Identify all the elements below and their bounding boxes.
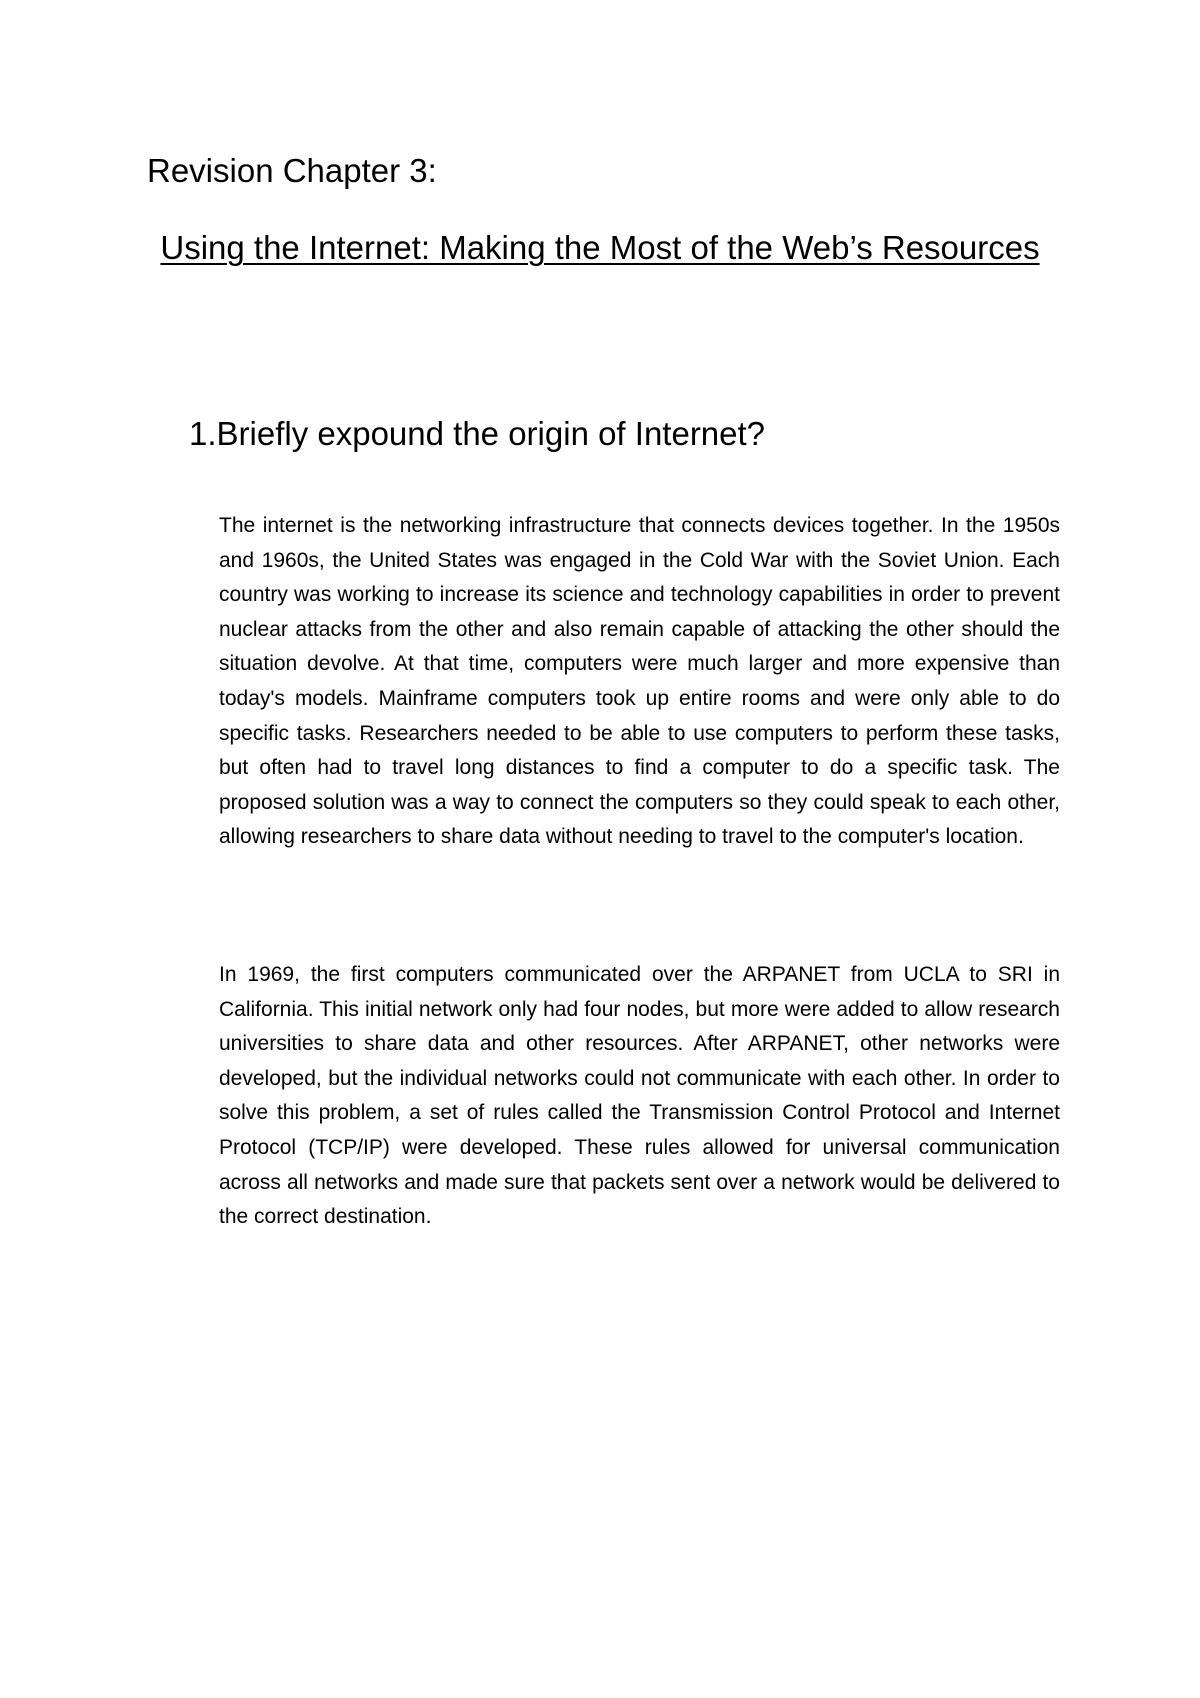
answer-paragraph-1: The internet is the networking infrastructure that connects devices together. In the 1950s and 1960s, the United States was engaged in the Cold War with the Soviet Union. Each country was working to increase its science and technology capabilities in order to prevent nuclear attacks from the other and also remain capable of attacking the other should the situation devolve. At that time, computers were much larger and more expensive than today's models. Mainframe computers took up entire rooms and were only able to do specific tasks. Researchers needed to be able to use computers to perform these tasks, but often had to travel long distances to find a computer to do a specific task. The proposed solution was a way to connect the computers so they could speak to each other, allowing researchers to share data without needing to travel to the computer's location.: [219, 514, 1060, 849]
answer-paragraph-2: In 1969, the first computers communicated over the ARPANET from UCLA to SRI in California. This initial network only had four nodes, but more were added to allow research universities to share data and other resources. After ARPANET, other networks were developed, but the individual networks could not communicate with each other. In order to solve this problem, a set of rules called the Transmission Control Protocol and Internet Protocol (TCP/IP) were developed. These rules allowed for universal communication across all networks and made sure that packets sent over a network would be delivered to the correct destination.: [219, 963, 1060, 1229]
chapter-heading: Revision Chapter 3:: [147, 152, 437, 189]
question-heading: 1.Briefly expound the origin of Internet?: [189, 415, 766, 452]
document-title: Using the Internet: Making the Most of the Web’s Resources: [160, 229, 1040, 266]
